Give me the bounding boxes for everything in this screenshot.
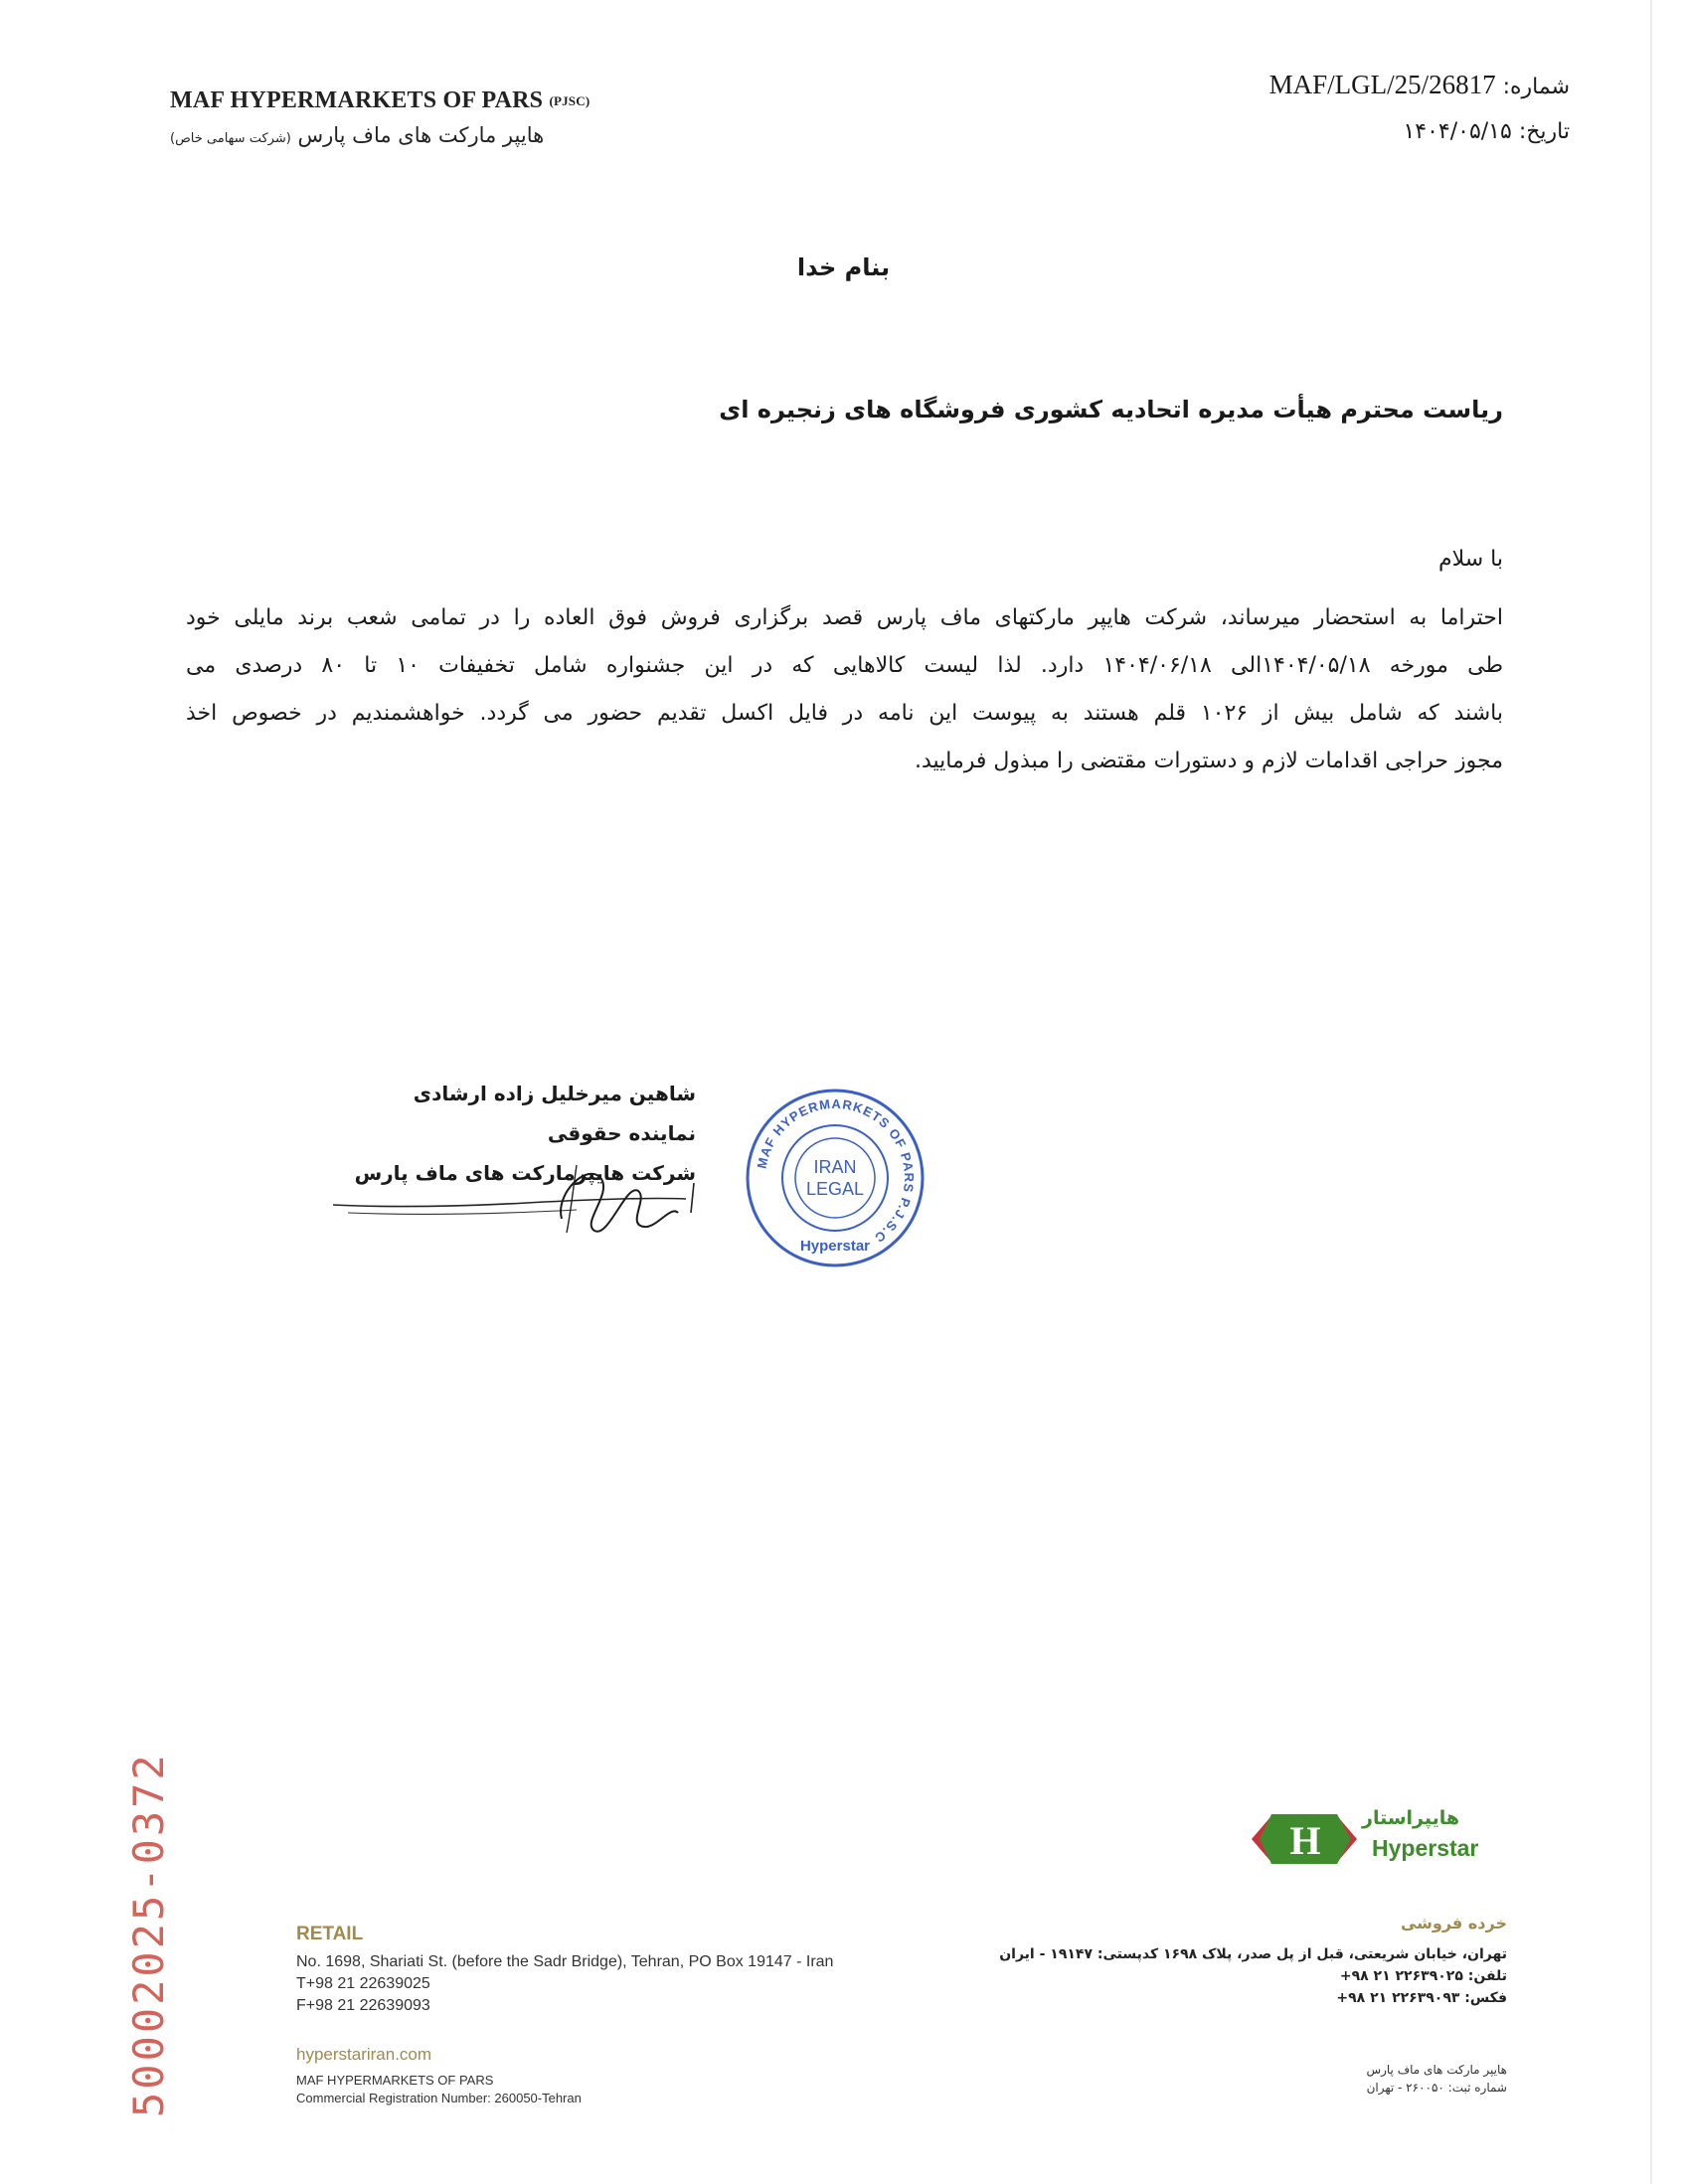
footer-address-en <box>296 1951 833 2017</box>
company-name-en-text: MAF HYPERMARKETS OF PARS <box>170 87 544 113</box>
footer-phone-fa: تلفن: ۲۲۶۳۹۰۲۵ ۲۱ ۹۸+ <box>1339 1968 1507 1984</box>
footer-fax-fa: فکس: ۲۲۶۳۹۰۹۳ ۲۱ ۹۸+ <box>1336 1990 1507 2006</box>
stamp-center-line1: IRAN <box>813 1157 857 1177</box>
body-line: باشند که شامل بیش از ۱۰۲۶ قلم هستند به پیوست این نامه در فایل اکسل تقدیم حضور می گردد. خواهشمندیم در خصوص اخذ <box>186 701 1503 726</box>
company-name-fa <box>170 123 544 147</box>
footer-website: hyperstariran.com <box>296 2045 432 2064</box>
footer-company-en: MAF HYPERMARKETS OF PARS <box>296 2073 494 2088</box>
footer-reg-number-en: Commercial Registration Number: 260050-Tehran <box>296 2091 582 2105</box>
company-type-fa: (شرکت سهامی خاص) <box>170 131 291 146</box>
stamp-center-line2: LEGAL <box>805 1179 865 1199</box>
official-stamp <box>741 1084 929 1272</box>
letter-number-label: شماره: <box>1502 75 1570 99</box>
logo-letter: H <box>1289 1818 1321 1863</box>
letter-date-label: تاریخ: <box>1518 119 1570 144</box>
signatory-title: نماینده حقوقی <box>547 1121 696 1145</box>
greeting: با سلام <box>1437 547 1503 572</box>
footer-registration-fa <box>1366 2061 1507 2097</box>
footer-address-line-fa: تهران، خیابان شریعتی، قبل از پل صدر، پلاک ۱۶۹۸ کدپستی: ۱۹۱۴۷ - ایران <box>999 1946 1507 1962</box>
letter-date <box>1403 119 1570 144</box>
invocation: بنام خدا <box>796 253 891 281</box>
letter-body <box>186 594 1503 785</box>
body-line: مجوز حراجی اقدامات لازم و دستورات مقتضی را مبذول فرمایید. <box>914 749 1503 773</box>
footer-retail-fa: خرده فروشی <box>1400 1914 1507 1932</box>
footer-retail-en: RETAIL <box>296 1924 364 1944</box>
footer-phone: T+98 21 22639025 <box>296 1975 430 1992</box>
footer-company-fa: هایپر مارکت های ماف پارس <box>1366 2063 1507 2077</box>
signatory-company: شرکت هایپرمارکت های ماف پارس <box>354 1161 696 1185</box>
letter-date-value: ۱۴۰۴/۰۵/۱۵ <box>1403 119 1512 144</box>
recipient: ریاست محترم هیأت مدیره اتحادیه کشوری فروشگاه های زنجیره ای <box>719 396 1503 423</box>
company-name-fa-text: هایپر مارکت های ماف پارس <box>297 123 545 147</box>
footer-fax: F+98 21 22639093 <box>296 1997 430 2014</box>
letter-number-value: MAF/LGL/25/26817 <box>1268 70 1496 99</box>
logo-name-en: Hyperstar <box>1372 1835 1479 1861</box>
footer-address-fa <box>999 1943 1507 2009</box>
footer-address-line: No. 1698, Shariati St. (before the Sadr Bridge), Tehran, PO Box 19147 - Iran <box>296 1953 834 1970</box>
scan-edge <box>1650 0 1652 2184</box>
company-name-en <box>170 87 590 114</box>
document-code: 50002025-0372 <box>124 1752 173 2117</box>
signatory-name: شاهین میرخلیل زاده ارشادی <box>413 1082 696 1105</box>
letter-number <box>1269 70 1570 100</box>
handwritten-signature <box>328 1153 706 1253</box>
body-line: طی مورخه ۱۴۰۴/۰۵/۱۸الی ۱۴۰۴/۰۶/۱۸ دارد. لذا لیست کالاهایی که در این جشنواره شامل تخفیفات ۱۰ تا ۸۰ درصدی می <box>186 653 1503 678</box>
footer-registration-en <box>296 2072 582 2107</box>
footer-reg-number-fa: شماره ثبت: ۲۶۰۰۵۰ - تهران <box>1366 2081 1507 2095</box>
body-line: احتراما به استحضار میرساند، شرکت هایپر مارکتهای ماف پارس قصد برگزاری فروش فوق العاده را در تمامی شعب برند مایلی خود <box>186 605 1503 630</box>
company-suffix: (PJSC) <box>549 93 590 108</box>
stamp-ring-text: MAF HYPERMARKETS OF PARS P.J.S.C <box>754 1095 918 1247</box>
stamp-bottom-text: Hyperstar <box>799 1238 871 1255</box>
logo-name-fa: هایپراستار <box>1362 1807 1460 1829</box>
